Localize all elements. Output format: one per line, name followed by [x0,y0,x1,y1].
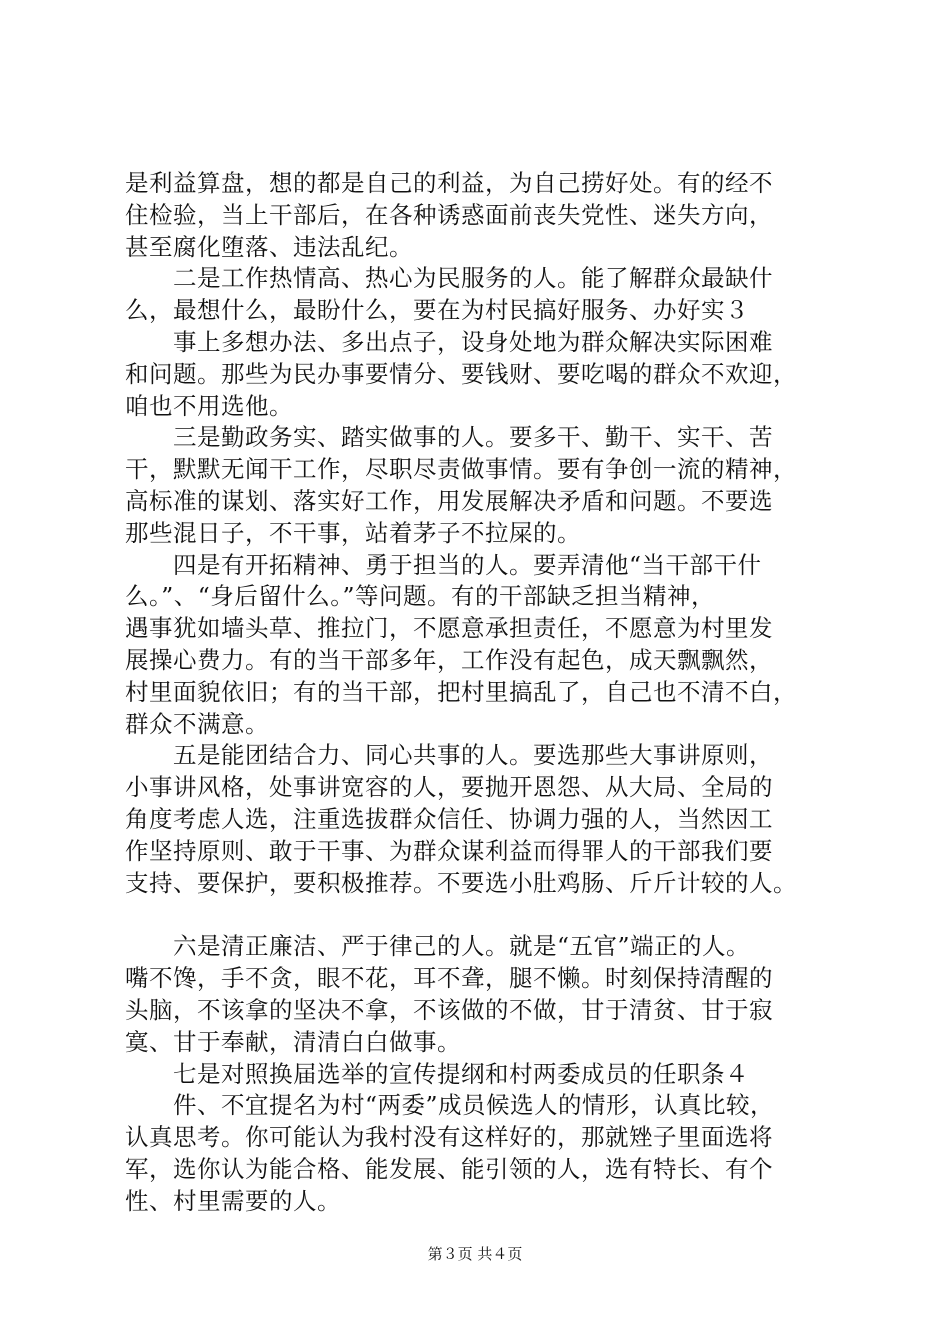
text-line: 小事讲风格，处事讲宽容的人，要抛开恩怨、从大局、全局的 [125,773,773,802]
text-line: 遇事犹如墙头草、推拉门，不愿意承担责任，不愿意为村里发 [125,614,773,643]
text-line: 甚至腐化堕落、违法乱纪。 [125,232,413,261]
text-line: 村里面貌依旧；有的当干部，把村里搞乱了，自己也不清不白， [125,677,797,706]
text-line: 和问题。那些为民办事要情分、要钱财、要吃喝的群众不欢迎， [125,359,797,388]
document-body [125,168,860,1218]
text-line: 干，默默无闻干工作，尽职尽责做事情。要有争创一流的精神， [125,455,797,484]
text-line: 高标准的谋划、落实好工作，用发展解决矛盾和问题。不要选 [125,486,773,515]
text-line: 支持、要保护，要积极推荐。不要选小肚鸡肠、斤斤计较的人。 [125,868,797,897]
text-line: 咱也不用选他。 [125,391,293,420]
text-line: 寞、甘于奉献，清清白白做事。 [125,1027,461,1056]
text-line: 六是清正廉洁、严于律己的人。就是“五官”端正的人。 [173,932,751,961]
text-line: 么，最想什么，最盼什么，要在为村民搞好服务、办好实３ [125,296,749,325]
text-line: 军，选你认为能合格、能发展、能引领的人，选有特长、有个 [125,1154,773,1183]
text-line: 么。”、“身后留什么。”等问题。有的干部缺乏担当精神， [125,582,716,611]
text-line: 群众不满意。 [125,709,269,738]
text-line: 二是工作热情高、热心为民服务的人。能了解群众最缺什 [173,264,773,293]
text-line: 三是勤政务实、踏实做事的人。要多干、勤干、实干、苦 [173,423,773,452]
text-line: 件、不宜提名为村“两委”成员候选人的情形，认真比较， [173,1091,775,1120]
text-line: 那些混日子，不干事，站着茅子不拉屎的。 [125,518,581,547]
text-line: 作坚持原则、敢于干事、为群众谋利益而得罪人的干部我们要 [125,836,773,865]
text-line: 七是对照换届选举的宣传提纲和村两委成员的任职条４ [173,1059,749,1088]
page-footer: 第３页 共４页 [427,1245,523,1263]
paragraph-gap [125,899,860,931]
text-line: 性、村里需要的人。 [125,1186,341,1215]
text-line: 头脑，不该拿的坚决不拿，不该做的不做，甘于清贫、甘于寂 [125,995,773,1024]
text-line: 住检验，当上干部后，在各种诱惑面前丧失党性、迷失方向， [125,200,773,229]
text-line: 四是有开拓精神、勇于担当的人。要弄清他“当干部干什 [173,550,762,579]
text-line: 展操心费力。有的当干部多年，工作没有起色，成天飘飘然， [125,645,773,674]
text-line: 是利益算盘，想的都是自己的利益，为自己捞好处。有的经不 [125,169,773,197]
text-line: 五是能团结合力、同心共事的人。要选那些大事讲原则， [173,741,773,770]
text-line: 角度考虑人选，注重选拔群众信任、协调力强的人，当然因工 [125,804,773,833]
text-line: 嘴不馋，手不贪，眼不花，耳不聋，腿不懒。时刻保持清醒的 [125,964,773,993]
text-line: 事上多想办法、多出点子，设身处地为群众解决实际困难 [173,327,773,356]
text-line: 认真思考。你可能认为我村没有这样好的，那就矬子里面选将 [125,1123,773,1152]
